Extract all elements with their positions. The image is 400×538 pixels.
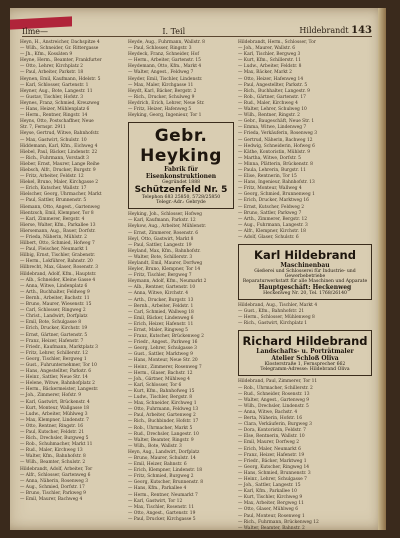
- directory-entry: — Rich., Gastwirt, Kirchplatz 1: [238, 321, 308, 327]
- directory-entry: — Gustav, Tischler, Hofstr. 3: [20, 94, 84, 100]
- ad-gebr-heyking: [128, 122, 234, 209]
- directory-entry: — Herm., Glaser, Bachstr. 12: [128, 370, 193, 376]
- directory-entry: — Herm., Rentner, Neumarkt 7: [128, 492, 198, 498]
- directory-entry: — Rich., Drechsler, Burgweg 5: [20, 436, 89, 442]
- directory-entry: — Paul, Schlosser, Ringstr. 3: [128, 46, 192, 52]
- directory-entry: — Gebr., Baugeschäft, Neue Str. 1: [238, 119, 315, 125]
- directory-entry: — Else, Rentnerin, Wallstr. 10: [238, 434, 305, 440]
- directory-entry: Heyns, Otto, Postschaffner, Neue: [20, 119, 94, 125]
- directory-entry: — Bruno, Maurer, Wiesenstr. 15: [20, 302, 92, 308]
- directory-entry: — Georg, Kutscher, Brunnenstr. 8: [128, 480, 204, 486]
- directory-entry: — Ludw., Tischler, Bergstr. 8: [128, 395, 192, 401]
- directory-entry: — Wilh., Schneider, Gr. Rittergasse: [20, 46, 99, 52]
- directory-entry: — Gust., Sattler, Marktweg 9: [128, 352, 193, 358]
- directory-entry: — Herm., Arbeiter, Gartenstr. 15: [128, 58, 201, 64]
- directory-entry: — Aug., Fuhrmann, Langestr. 3: [238, 222, 308, 228]
- directory-entry: — Rich., Buchhalter, Langestr. 9: [238, 88, 310, 94]
- directory-entry: — Joh., Gärtner, Mühlweg 4: [128, 376, 190, 382]
- directory-entry: — Bernh., Arbeiter, Bachstr. 11: [20, 295, 90, 301]
- directory-entry: — Kurt, Kfm., Bahnhofweg 15: [128, 388, 195, 394]
- directory-entry: — Erich, Drucker, Marktweg 16: [238, 198, 309, 204]
- directory-entry: — Frieda, Näherin, Mühlstr. 2: [20, 235, 87, 240]
- column-2-top: [128, 40, 234, 119]
- directory-entry: — Otto, Fuhrmann, Feldweg 13: [128, 407, 199, 413]
- directory-entry: — Paul, Kutscher, Feldstr. 21: [20, 430, 85, 435]
- directory-entry: — Berta, Näherin, Hofstr. 16: [238, 416, 302, 422]
- directory-entry: — Georg, Lehrer, Schulgasse 3: [128, 346, 197, 352]
- directory-entry: — Rich., Fuhrmann, Vorstadt 3: [20, 155, 89, 161]
- directory-entry: Heylandt, Emil, Maurer, Dorfweg: [128, 260, 203, 266]
- ad3-line1: Landschafts- u. Porträtmaler: [256, 348, 354, 356]
- ad3-line4: Telegramm-Adresse: Hildebrand Oliva: [260, 367, 350, 373]
- directory-entry: — Anna, Witwe, Lindenplatz 6: [20, 283, 88, 289]
- directory-entry: — Max, Klempner, Lindenstr. 7: [20, 417, 89, 423]
- directory-entry: — Adolf, Glaser, Schulstr. 6: [238, 235, 299, 240]
- directory-entry: — Fritz, Arbeiter, Feldstr. 12: [20, 174, 84, 180]
- directory-entry: Hildebrand, Paul, Zimmerer, Tor 11: [238, 379, 318, 385]
- directory-entry: — Herm., Rentner, Ringstr. 14: [20, 113, 88, 119]
- directory-entry: — Heinr., Lehrer, Schulgasse 7: [238, 476, 307, 482]
- directory-entry: — Karl, Zimmerer, Bergstr. 4: [20, 216, 85, 222]
- directory-entry: — Hans, Ingenieur, Bahnhofstr. 13: [238, 180, 315, 186]
- directory-entry: — Joh., Maurer, Wallstr. 6: [238, 46, 296, 52]
- page-edge: [378, 8, 386, 530]
- ad2-line5: Heckenweg Nr. 20, Tel. 1768/26140: [263, 291, 347, 297]
- directory-entry: Hieber, Ernst, Maurer, Lange Reihe: [20, 161, 100, 167]
- directory-entry: — Franz, Heizer, Hafenstr. 19: [238, 452, 305, 458]
- directory-entry: — Fritz, Monteur, Wallweg 4: [238, 186, 302, 192]
- directory-entry: — Rob., Schuhmacher, Markt 11: [20, 442, 93, 448]
- directory-entry: Str. 7, Fernspr. 2911: [20, 125, 66, 131]
- directory-entry: — Fritz, Lehrer, Schillerstr. 12: [20, 350, 88, 356]
- directory-entry: Heyne, Herm., Beamter, Frankfurter: [20, 58, 102, 64]
- directory-entry: — Ernst, Gärtner, Gartenstr. 5: [20, 332, 88, 338]
- directory-entry: — Heinr., Zimmerer, Rosenweg 7: [128, 364, 202, 370]
- directory-entry: — Kurt, Tischler, Kirchweg 9: [238, 495, 303, 501]
- directory-entry: — Arth., Zimmerer, Bergstr. 12: [238, 216, 308, 222]
- ad3-line3: Klosterstraße 1, Fernsprecher 662: [264, 362, 346, 368]
- directory-entry: — Bernh., Arbeiter, Feldstr. 1: [128, 303, 194, 309]
- directory-entry: Heyner, Aug., Bote, Langestr. 11: [20, 88, 93, 94]
- directory-entry: Heyking, Joh., Schlosser, Hofweg: [128, 212, 202, 218]
- directory-entry: — Bruno, Tischler, Parkweg 9: [20, 490, 86, 496]
- directory-entry: Heyl, Otto, Gastwirt, Markt 8: [128, 236, 194, 242]
- directory-entry: — Joh., Sattler, Langestr. 15: [238, 483, 301, 489]
- ad-richard-hildebrand: [238, 330, 372, 376]
- directory-entry: — Alb., Schneider, Kleine Gasse 4: [20, 277, 96, 283]
- directory-entry: — Wilh., Bote, Wallstr. 3: [128, 443, 182, 449]
- directory-entry: Heynen, Emil, Kaufmann, Hdelstr. 5: [20, 76, 101, 82]
- directory-entry: Heyler, Bruno, Klempner, Tor 14: [128, 267, 201, 273]
- directory-entry: — Anna, Witwe, Bachstr. 4: [238, 409, 298, 415]
- directory-entry: — Frieda, Verkäuferin, Rosenweg 3: [238, 131, 318, 137]
- directory-entry: — Karl, Schlosser, Gartenstr. 1: [20, 82, 89, 88]
- directory-entry: — Clara, Verkäuferin, Burgweg 3: [238, 422, 312, 428]
- directory-entry: — Ernst, Kutscher, Feldweg 2: [238, 204, 305, 210]
- directory-entry: — Ludw., Arbeiter, Feldstr. 8: [238, 64, 302, 70]
- directory-entry: — Rich., Drucker, Schulweg 9: [128, 94, 195, 100]
- directory-entry: — Karl, Schlosser, Tor 6: [128, 382, 182, 388]
- page-header: [22, 22, 372, 37]
- directory-entry: — Arth., Drucker, Burgstr. 13: [128, 297, 194, 303]
- directory-entry: — Christ., Landwirt, Dorfplatz: [20, 314, 88, 320]
- directory-entry: — Max, Tischler, Rosenstr. 11: [128, 504, 195, 510]
- directory-entry: — Karl, Gastwirt, Tor 12: [128, 498, 183, 504]
- directory-entry: Heydemann, Otto, Kfm., Markt 4: [128, 64, 202, 70]
- directory-entry: — Carl, Schlosser, Ringweg 2: [20, 308, 86, 314]
- column-2: [128, 40, 234, 522]
- directory-entry: Heydrich, Erich, Lehrer, Neue Str.: [128, 100, 205, 106]
- directory-entry: Heyland, Max, Kfm., Bahnhofstr.: [128, 248, 201, 254]
- directory-entry: — Arth., Buchhalter, Feldweg 9: [20, 289, 90, 295]
- directory-entry: Heyking, Georg, Ingenieur, Tor 1: [128, 113, 202, 119]
- directory-entry: — Paul, Monteur, Rosenweg 1: [238, 513, 305, 519]
- directory-entry: Hiersemann, Aug., Bauer, Dorfstr.: [20, 228, 96, 234]
- directory-entry: — Karl, Kaufmann, Parkstr. 12: [128, 218, 196, 224]
- directory-entry: — Alfr., Klempner, Kirchstr. 18: [238, 228, 306, 234]
- directory-entry: Heyn, Aug., Landwirt, Dorfplatz: [128, 449, 200, 455]
- directory-entry: — Friedr., Kaufmann, Marktplatz 3: [20, 344, 98, 350]
- directory-entry: — Käthe, Kontoristin, Mühlstr. 9: [238, 149, 311, 155]
- directory-entry: — Emil, Heizer, Bahnstr. 6: [128, 462, 187, 468]
- column-3-mid: [238, 303, 372, 327]
- directory-entry: — Georg, Schmied, Brunnenweg 1: [238, 192, 315, 198]
- directory-entry: — Hedwig, Schneiderin, Hofweg 6: [238, 143, 315, 149]
- directory-entry: — Paul, Sattler, Brunnenstr. 5: [20, 198, 87, 204]
- directory-entry: Hiebel, Paul, Bäcker, Lindenstr. 22: [20, 149, 98, 155]
- directory-entry: — Otto, Angest., Gartenstr. 19: [128, 510, 196, 516]
- directory-entry: — Carl, Schmied, Wallweg 18: [128, 309, 194, 315]
- directory-entry: — Paul, Angestellter, Parkstr. 5: [238, 82, 308, 88]
- directory-entry: — Gertrud, Näherin, Bachweg 12: [238, 137, 313, 143]
- directory-entry: — Rud., Drechsler, Langestr. 10: [128, 431, 199, 437]
- directory-entry: — Fritz, Schmied, Burgweg 2: [128, 474, 194, 480]
- directory-entry: — Ludw., Arbeiter, Mühlweg 3: [20, 411, 88, 417]
- directory-entry: Heynes, Franz, Schmied, Kreuzweg: [20, 100, 100, 106]
- directory-entry: — Hans, Monteur, Neue Str. 20: [128, 358, 198, 364]
- ad1-phone: Telephon 683 25850, 5728/25850: [141, 195, 221, 201]
- directory-entry: — Walter, Angest., Gartenweg 9: [238, 397, 310, 403]
- directory-entry: — Gust., Kfm., Bahnhofstr. 21: [238, 309, 305, 315]
- directory-entry: — Hans, Angestellter, Parkstr. 6: [20, 369, 92, 375]
- column-3: [238, 40, 372, 531]
- ad3-title: Richard Hildebrand: [242, 334, 368, 349]
- directory-entry: — Gust., Fuhrunternehmer, Tor 10: [20, 362, 97, 368]
- directory-entry: — Anna, Witwe, Kirchstr. 4: [128, 291, 189, 297]
- ad2-line2: Gießerei und Schlosserei für Industrie- und Gewerbebetriebe: [254, 269, 356, 280]
- directory-entry: Hildebrandt, Herm., Schlosser, Tor: [238, 40, 316, 45]
- directory-entry: — Wilh., Drechsler, Lindenstr. 5: [238, 403, 309, 409]
- directory-entry: Hildebrandt, Adolf, Arbeiter, Tor: [20, 466, 93, 472]
- directory-entry: — Otto, Glaser, Mühlweg 6: [238, 507, 299, 513]
- column-2-bottom: [128, 212, 234, 523]
- directory-entry: — Paul, Sattler, Langestr. 19: [128, 242, 192, 248]
- directory-entry: Hildebrand, Adolf, Kfm., Hauptstr.: [20, 271, 97, 277]
- directory-entry: — Rob., Uhrmacher, Schillerstr. 2: [238, 385, 313, 391]
- ad3-line2: Atelier Schloß Oliva: [271, 355, 339, 363]
- directory-entry: — Max, Bäcker, Markt 2: [238, 70, 292, 76]
- directory-entry: — Elise, Rentnerin, Tor 15: [238, 174, 297, 180]
- directory-entry: — Georg, Kutscher, Ringweg 14: [238, 464, 310, 470]
- directory-entry: — Rob., Uhrmacher, Markt 5: [128, 425, 193, 431]
- directory-entry: — Erich, Klempner, Lindenstr. 18: [128, 468, 203, 474]
- directory-entry: — Herm., Lokführer, Bahnstr. 20: [20, 259, 93, 265]
- directory-entry: — Joh., Zimmerer, Hofstr. 9: [20, 393, 82, 399]
- directory-entry: — Herm., Schlosser, Mühlenweg 8: [238, 315, 315, 321]
- directory-entry: — Rud., Maler, Kirchweg 13: [20, 448, 83, 454]
- directory-entry: — Emil, Maurer, Dorfweg 2: [238, 440, 300, 446]
- directory-entry: — Ernst, Maler, Ringweg 5: [128, 328, 188, 333]
- directory-entry: — Anna, Näherin, Rosenweg 3: [20, 478, 89, 484]
- directory-entry: — Karl, Tischler, Bergweg 3: [238, 52, 301, 58]
- directory-entry: — Wilh., Beamter, Schulstr. 2: [20, 460, 86, 466]
- directory-entry: — Helene, Witwe, Bahnhofplatz 2: [20, 381, 95, 387]
- directory-entry: — Rud., Maler, Kirchweg 4: [238, 100, 298, 106]
- directory-entry: — Heinr., Sattler, Neue Str. 14: [20, 375, 88, 381]
- directory-entry: — Wilh., Rentner, Ringstr. 2: [238, 113, 300, 119]
- column-1: [20, 40, 124, 518]
- ad1-founded: Gegründet 1888: [161, 180, 201, 186]
- directory-entry: — Jh., Kfm., Kossäten 9: [20, 52, 73, 58]
- directory-entry: — Rud., Schneider, Rosenstr. 13: [238, 391, 310, 397]
- directory-entry: — Erich, Maler, Neumarkt 6: [238, 446, 301, 452]
- directory-entry: — Herm., Bäckermeister, Langestr.: [20, 387, 99, 393]
- directory-entry: — Otto, Heizer, Hafenweg 14: [238, 76, 304, 82]
- column-3-top: [238, 40, 372, 241]
- directory-entry: Heyde, Aug., Fuhrmann, Wallstr. 8: [128, 40, 205, 45]
- directory-entry: — Hans, Kfm., Parkallee 4: [128, 486, 187, 492]
- directory-entry: — Karl, Gastwirt, Brückenstr. 4: [20, 399, 90, 405]
- directory-entry: — Franz, Heizer, Hafenstr. 7: [20, 338, 84, 344]
- directory-entry: — Emil, Maurer, Bachweg 4: [20, 497, 83, 503]
- directory-entry: Heykow, Aug., Arbeiter, Mühlenstr.: [128, 224, 207, 230]
- directory-entry: — Walter, Beamter, Bahnstr. 2: [238, 525, 305, 531]
- directory-entry: — Walter, Lehrer, Schulweg 10: [238, 107, 307, 113]
- directory-entry: — Rob., Gärtner, Gartenstr. 17: [238, 94, 306, 100]
- directory-entry: — Georg, Tischler, Bergweg 1: [20, 356, 87, 362]
- directory-entry: Hiddemann, Karl, Kfm., Eichweg 4: [20, 143, 98, 149]
- ad2-title: Karl Hildebrand: [254, 248, 356, 263]
- directory-entry: — Franz, Kutscher, Brückenweg 2: [128, 334, 204, 340]
- directory-entry: Hientzsch, Emil, Klempner, Tor 8: [20, 210, 94, 216]
- directory-entry: Hilbig, Ernst, Tischler, Grabenstr.: [20, 253, 96, 259]
- ad1-title: Gebr. Heyking: [140, 126, 222, 167]
- directory-entry: — Rich., Fuhrmann, Brückenweg 12: [238, 519, 319, 525]
- header-left: Ilme—: [22, 27, 49, 36]
- directory-entry: — Kurt, Kfm., Schillerstr. 11: [238, 58, 301, 64]
- directory-entry: — Emma, Witwe, Lindenweg 7: [238, 125, 307, 131]
- directory-entry: — Rich., Buchbinder, Hofstr. 17: [128, 419, 199, 425]
- directory-entry: Hierse, Walter, Kfm., Parkallee 13: [20, 222, 96, 228]
- directory-entry: — Bruno, Sattler, Parkweg 7: [238, 210, 302, 216]
- directory-entry: — Max, Arbeiter, Bergweg 11: [238, 501, 304, 507]
- directory-entry: Heyn, H., Anstreicher, Dachspitze 4: [20, 40, 100, 45]
- directory-entry: — Max, Schneider, Kirchweg 1: [128, 401, 197, 407]
- header-center: I. Teil: [162, 27, 186, 36]
- directory-entry: Hildebrand, Aug., Tischler, Markt 4: [238, 303, 318, 309]
- directory-entry: — Walter, Angest., Feldweg 7: [128, 70, 194, 76]
- directory-entry: Hilbert, Otto, Schmied, Hofweg 7: [20, 241, 95, 247]
- directory-entry: — Paul, Drucker, Kirchgasse 5: [128, 516, 196, 522]
- directory-entry: Heyder, Emil, Tischler, Lindenstr.: [128, 76, 203, 82]
- directory-entry: — Kurt, Monteur, Wallgasse 18: [20, 405, 90, 411]
- directory-entry: — Emil, Bäcker, Lindenweg 6: [128, 315, 194, 321]
- ad1-street: Schützenfeld Nr. 5: [134, 185, 228, 196]
- directory-entry: — Fritz, Tischler, Bergweg 7: [128, 273, 192, 279]
- directory-entry: Heydeck, Franz, Schneider, Hof: [128, 52, 199, 58]
- directory-entry: — Friedr., Bäcker, Marktweg 1: [238, 458, 307, 464]
- directory-entry: — Ernst, Zimmerer, Rosenstr. 6: [128, 230, 199, 236]
- directory-entry: — Otto, Rentner, Ringstr. 16: [20, 423, 84, 429]
- directory-entry: — Karl, Kfm., Parkallee 10: [238, 489, 297, 495]
- directory-entry: — Fritz, Heizer, Hafenweg 5: [128, 107, 192, 113]
- column-3-bottom: [238, 379, 372, 531]
- directory-entry: — Otto, Lehrer, Kirchplatz 2: [20, 64, 83, 70]
- directory-entry: — Paul, Arbeiter, Parkstr. 18: [20, 70, 84, 76]
- directory-page: [10, 8, 386, 530]
- directory-entry: — Walter, Kfm., Bahnhofstr. 8: [20, 454, 86, 460]
- page-number: 143: [351, 25, 372, 36]
- directory-entry: Hiekel, Bruno, Maler, Kirchgasse 2: [20, 180, 99, 186]
- directory-entry: — Erich, Kutscher, Wallstr. 17: [20, 186, 87, 192]
- directory-entry: — Martha, Witwe, Dorfstr. 5: [238, 155, 301, 161]
- directory-entry: Heymann, Adolf, Kfm., Neumarkt 2: [128, 279, 207, 285]
- directory-entry: — Alb., Rentner, Gartenstr. 10: [128, 285, 196, 291]
- directory-entry: — Dora, Kontoristin, Feldstr. 7: [238, 428, 306, 434]
- directory-entry: — Max, Maler, Kirchgasse 11: [128, 82, 194, 88]
- directory-entry: — Max, Gastwirt, Schulstr. 10: [20, 137, 87, 143]
- directory-entry: Heydt, Karl, Bäcker, Bergstr. 2: [128, 88, 197, 94]
- directory-entry: Heyse, Gertrud, Witwe, Bahnhofstr.: [20, 131, 100, 137]
- directory-entry: — Walter, Beamter, Ringstr. 9: [128, 437, 194, 443]
- directory-entry: — Paul, Arbeiter, Gartenweg 2: [128, 413, 196, 419]
- ad2-line1: Maschinenbau: [280, 262, 330, 270]
- ad2-line4: Hauptgeschäft: Heckenweg: [258, 284, 352, 292]
- ad-karl-hildebrand: [238, 244, 372, 300]
- directory-entry: Hilbrecht, Max, Glaser, Rosenstr. 3: [20, 265, 99, 271]
- directory-entry: Hielscher, Georg, Uhrmacher, Markt: [20, 192, 102, 198]
- directory-entry: Hiebsch, Alfr., Drucker, Burgstr. 9: [20, 167, 96, 173]
- directory-entry: — Alfr., Schlosser, Gartenweg 6: [20, 472, 91, 478]
- directory-entry: — Minna, Plätterin, Brückenstr. 8: [238, 161, 313, 167]
- directory-entry: — Walter, Bote, Schillerstr. 3: [128, 254, 193, 260]
- directory-entry: — Aug., Schmied, Dorfstr. 17: [20, 484, 85, 490]
- directory-entry: — Paul, Fleischer, Neumarkt 1: [20, 247, 88, 253]
- ad1-telegram: Telegr.-Adr.: Gebryde: [156, 200, 206, 206]
- ad1-subtitle: Fabrik für Eisenkonstruktionen: [145, 166, 217, 181]
- directory-entry: — Erich, Drucker, Kirchstr. 19: [20, 326, 88, 332]
- directory-entry: — Hans, Schmied, Brunnenstr. 3: [238, 470, 311, 476]
- directory-entry: — Emil, Bote, Schulgasse 8: [20, 320, 82, 326]
- ad2-line3: Reparaturwerkstatt für alle Maschinen und Apparate: [242, 279, 368, 285]
- header-right: Hildebrandt: [299, 26, 349, 35]
- directory-entry: — Hans, Heizer, Mühlenplatz 6: [20, 107, 90, 113]
- directory-entry: — Friedr., Angest., Parkweg 16: [128, 340, 198, 346]
- directory-entry: — Bruno, Maurer, Schulstr. 14: [128, 455, 196, 461]
- directory-entry: — Paula, Lehrerin, Burgstr. 11: [238, 167, 306, 173]
- directory-entry: Hiemann, Otto, Angest., Gartenweg: [20, 204, 100, 210]
- directory-entry: — Erich, Heizer, Hafenstr. 11: [128, 321, 194, 327]
